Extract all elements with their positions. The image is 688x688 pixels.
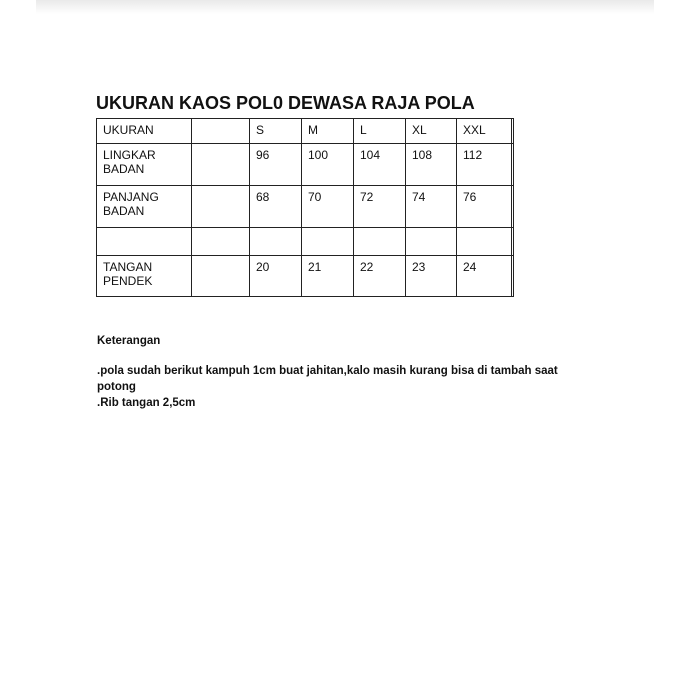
table-cell: UKURAN: [97, 119, 192, 144]
table-cell: [192, 256, 250, 297]
note-line: potong: [97, 381, 136, 393]
table-cell: [250, 228, 302, 256]
table-cell: [302, 228, 354, 256]
table-cell: 104: [354, 144, 406, 186]
table-cell: 96: [250, 144, 302, 186]
table-header-row: [97, 119, 514, 144]
table-cell: [512, 256, 514, 297]
table-cell: [406, 228, 457, 256]
notes-heading: Keterangan: [97, 335, 161, 347]
table-cell: [512, 119, 514, 144]
table-cell: XXL: [457, 119, 512, 144]
table-cell: 74: [406, 186, 457, 228]
table-cell: TANGAN PENDEK: [97, 256, 192, 297]
table-cell: 20: [250, 256, 302, 297]
table-cell: 100: [302, 144, 354, 186]
table-cell: L: [354, 119, 406, 144]
note-line: .pola sudah berikut kampuh 1cm buat jahitan,kalo masih kurang bisa di tambah saat: [97, 365, 558, 377]
table-row: [97, 186, 514, 228]
table-row: [97, 144, 514, 186]
table-cell: PANJANG BADAN: [97, 186, 192, 228]
table-cell: [97, 228, 192, 256]
table-cell: [192, 119, 250, 144]
table-cell: S: [250, 119, 302, 144]
table-cell: [512, 186, 514, 228]
table-cell: LINGKAR BADAN: [97, 144, 192, 186]
table-cell: 72: [354, 186, 406, 228]
note-line: .Rib tangan 2,5cm: [97, 397, 196, 409]
table-cell: XL: [406, 119, 457, 144]
document-title: UKURAN KAOS POL0 DEWASA RAJA POLA: [96, 93, 475, 113]
table-cell: [512, 228, 514, 256]
table-cell: [457, 228, 512, 256]
table-cell: 112: [457, 144, 512, 186]
table-cell: [512, 144, 514, 186]
notes-section: [97, 333, 558, 411]
table-row: [97, 228, 514, 256]
table-cell: 24: [457, 256, 512, 297]
table-cell: [192, 144, 250, 186]
table-cell: [192, 186, 250, 228]
table-cell: 21: [302, 256, 354, 297]
table-cell: 70: [302, 186, 354, 228]
table-cell: 108: [406, 144, 457, 186]
size-table: [96, 118, 514, 297]
table-cell: M: [302, 119, 354, 144]
table-cell: [192, 228, 250, 256]
table-cell: 22: [354, 256, 406, 297]
table-cell: [354, 228, 406, 256]
top-edge-shadow: [36, 0, 654, 14]
table-cell: 76: [457, 186, 512, 228]
table-cell: 23: [406, 256, 457, 297]
table-row: [97, 256, 514, 297]
table-cell: 68: [250, 186, 302, 228]
